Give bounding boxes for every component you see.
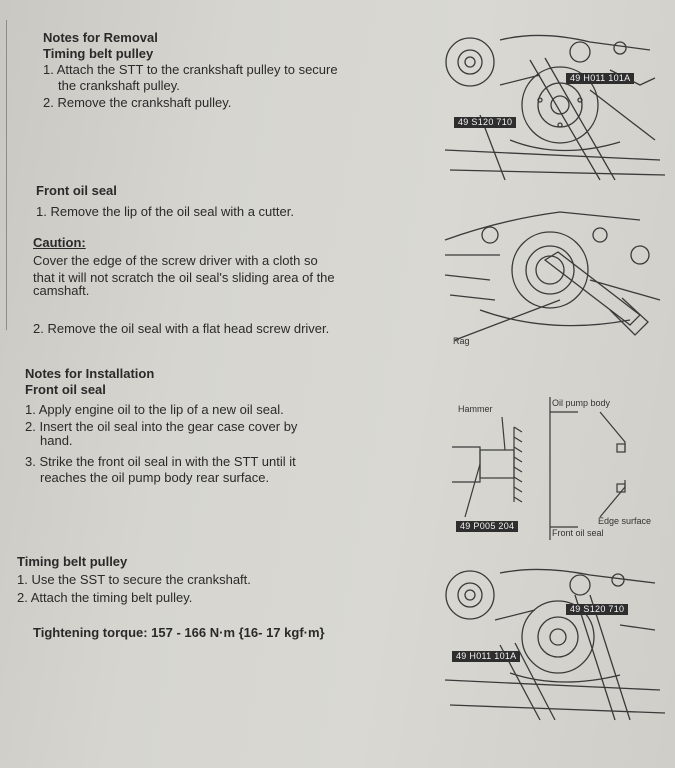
page-edge (0, 20, 7, 330)
label-hammer: Hammer (458, 404, 493, 414)
timing-belt-install-heading: Timing belt pulley (17, 554, 128, 569)
caution-line-2: that it will not scratch the oil seal's sliding area of the (33, 270, 335, 285)
caution-title: Caution: (33, 235, 86, 250)
caution-line-3: camshaft. (33, 283, 90, 298)
install-step-2: 2. Insert the oil seal into the gear case cover by (25, 419, 298, 434)
seal-removal-step-1: 1. Remove the lip of the oil seal with a cutter. (36, 204, 294, 219)
figure-1-drawing (440, 30, 668, 190)
tightening-torque: Tightening torque: 157 - 166 N·m {16- 17 kgf·m} (33, 625, 325, 640)
label-edge-surface: Edge surface (598, 516, 652, 526)
install-step-1: 1. Apply engine oil to the lip of a new oil seal. (25, 402, 284, 417)
belt-install-step-1: 1. Use the SST to secure the crankshaft. (17, 572, 251, 587)
figure-crankshaft-pulley-removal (440, 30, 668, 190)
tool-tag-h011: 49 H011 101A (566, 73, 634, 84)
tool-tag-s120: 49 S120 710 (454, 117, 516, 128)
label-rag: Rag (453, 336, 470, 346)
removal-step-1: 1. Attach the STT to the crankshaft pulley to secure (43, 62, 338, 77)
seal-removal-step-2: 2. Remove the oil seal with a flat head screw driver. (33, 321, 330, 336)
figure-oil-seal-removal (440, 200, 668, 350)
removal-step-1-cont: the crankshaft pulley. (58, 78, 180, 93)
tool-tag-s120-install: 49 S120 710 (566, 604, 628, 615)
figure-2-drawing (440, 200, 668, 350)
figure-4-drawing (440, 565, 668, 725)
install-step-2-cont: hand. (40, 433, 73, 448)
removal-heading: Notes for Removal (43, 30, 158, 45)
front-oil-seal-heading: Front oil seal (36, 183, 117, 198)
tool-tag-h011-install: 49 H011 101A (452, 651, 520, 662)
caution-line-1: Cover the edge of the screw driver with a cloth so (33, 253, 318, 268)
tool-tag-p005: 49 P005 204 (456, 521, 518, 532)
belt-install-step-2: 2. Attach the timing belt pulley. (17, 590, 193, 605)
install-step-3-cont: reaches the oil pump body rear surface. (40, 470, 270, 485)
label-front-oil-seal: Front oil seal (552, 528, 604, 538)
figure-timing-belt-pulley-install (440, 565, 668, 725)
timing-belt-pulley-heading: Timing belt pulley (43, 46, 154, 61)
install-step-3: 3. Strike the front oil seal in with the STT until it (25, 454, 296, 469)
figure-seal-installation (450, 392, 668, 542)
installation-heading: Notes for Installation (25, 366, 155, 381)
label-oil-pump-body: Oil pump body (552, 398, 611, 408)
install-front-oil-seal-heading: Front oil seal (25, 382, 106, 397)
removal-step-2: 2. Remove the crankshaft pulley. (43, 95, 232, 110)
